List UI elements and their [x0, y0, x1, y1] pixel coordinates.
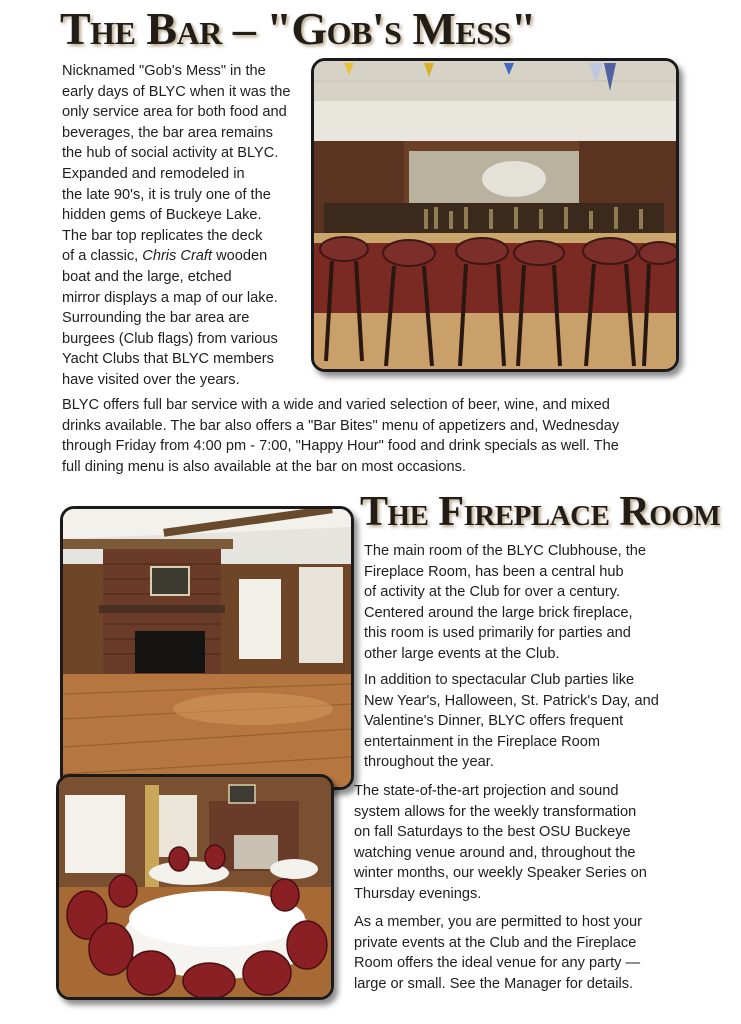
bar-service-paragraph: BLYC offers full bar service with a wide and varied selection of beer, wine, and mixed drinks available. The bar also offers a "Bar Bites" menu of appetizers and, Wednesday through Friday from 4:00 pm - 7:00, "Happy Hour" food and drink specials as well. The full dining menu is also available at the bar on most occasions.	[62, 397, 620, 475]
bar-photo	[311, 58, 679, 372]
fireplace-section-heading: The Fireplace Room	[360, 489, 721, 535]
bar-intro-paragraph: Nicknamed "Gob's Mess" in the early days of BLYC when it was the only service area for both food and beverages, the bar area remains the hub of social activity at BLYC. Expanded and remodeled in the late 90's, it is truly one of the hidden gems of Buckeye Lake. The bar top replicates the deck of a classic, Chris Craft wooden boat and the large, etched mirror displays a map of our lake. Surrounding the bar area are burgees (Club flags) from various Yacht Clubs that BLYC members have visited over the years.	[62, 63, 291, 388]
fireplace-paragraph-3: The state-of-the-art projection and sound system allows for the weekly transformation on fall Saturdays to the best OSU Buckeye watching venue around and, throughout the winter months, our weekly Speaker Series on Thursday evenings.	[354, 783, 647, 902]
fireplace-paragraph-2: In addition to spectacular Club parties like New Year's, Halloween, St. Patrick's Day, and Valentine's Dinner, BLYC offers frequent entertainment in the Fireplace Room throughout the year.	[364, 672, 659, 771]
fireplace-room-photo	[60, 506, 354, 790]
fireplace-paragraph-4: As a member, you are permitted to host your private events at the Club and the Fireplace Room offers the ideal venue for any party — large or small. See the Manager for details.	[354, 914, 642, 992]
bar-section-heading: The Bar – "Gob's Mess"	[60, 3, 536, 54]
chris-craft-brand: Chris Craft	[142, 248, 213, 265]
fireplace-paragraph-1: The main room of the BLYC Clubhouse, the Fireplace Room, has been a central hub of activity at the Club for over a century. Centered around the large brick fireplace, this room is used primarily for parties and other large events at the Club.	[364, 543, 647, 662]
dining-setup-photo	[56, 774, 334, 1000]
